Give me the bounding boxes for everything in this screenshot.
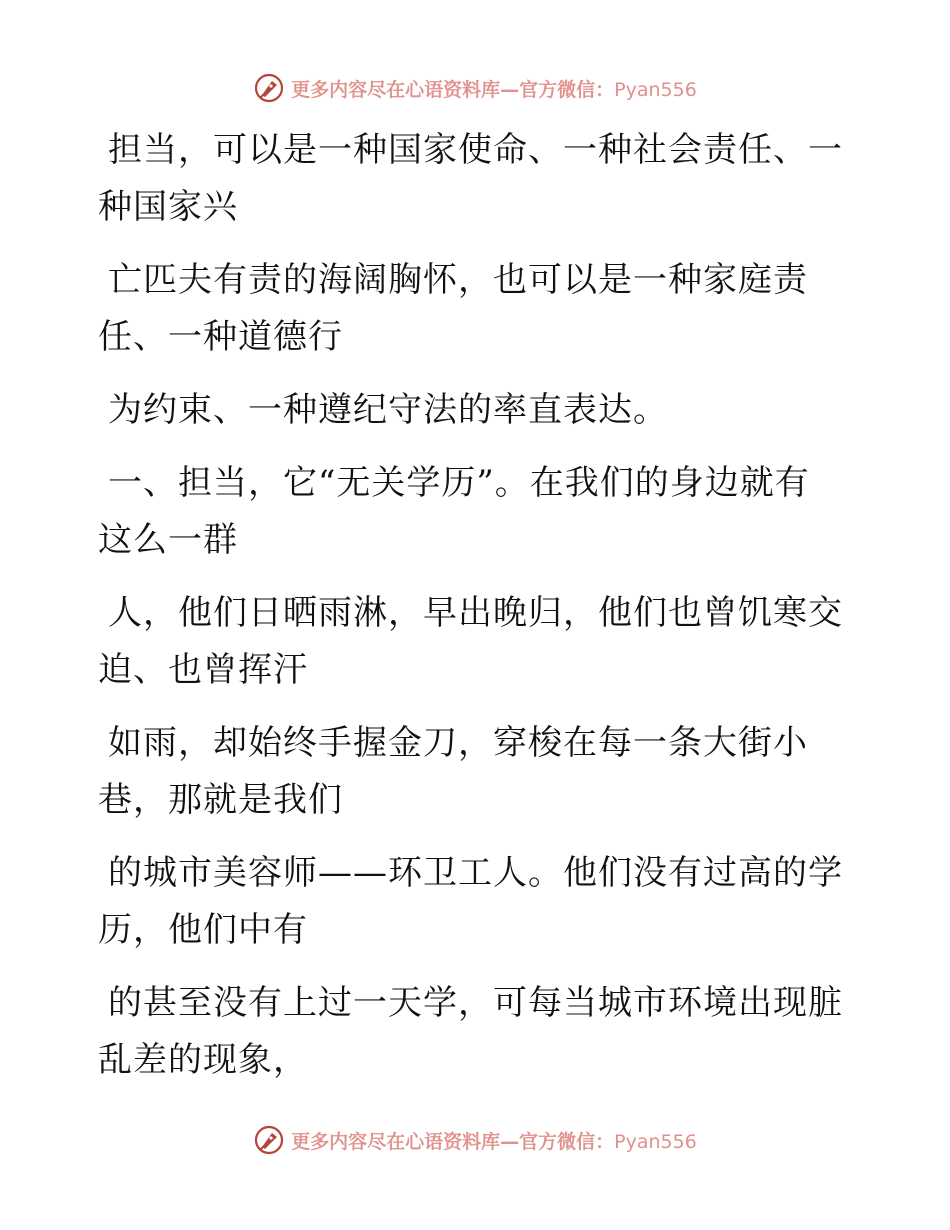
text-line: 为约束、一种遵纪守法的率直表达。 [108, 390, 668, 430]
text-line: 乱差的现象， [98, 1040, 308, 1080]
paragraph [98, 382, 858, 439]
paragraph [98, 845, 858, 959]
paragraph [98, 252, 858, 366]
text-line: 亡匹夫有责的海阔胸怀，也可以是一种家庭责 [108, 260, 808, 300]
text-line: 种国家兴 [98, 187, 238, 227]
paragraph [98, 122, 858, 236]
text-line: 如雨，却始终手握金刀，穿梭在每一条大街小 [108, 723, 808, 763]
text-line: 历，他们中有 [98, 910, 308, 950]
watermark-wechat-id: Pyan556 [614, 78, 697, 101]
watermark-wechat-id: Pyan556 [614, 1130, 697, 1153]
footer-watermark [0, 1124, 950, 1156]
text-line: 的甚至没有上过一天学，可每当城市环境出现脏 [108, 983, 843, 1023]
document-body [98, 122, 858, 1105]
pen-nib-logo-icon [253, 72, 285, 104]
header-watermark [0, 72, 950, 104]
pen-nib-logo-icon [253, 1124, 285, 1156]
paragraph [98, 585, 858, 699]
watermark-text: 更多内容尽在心语资料库—官方微信：Pyan556 [291, 78, 697, 101]
watermark-text: 更多内容尽在心语资料库—官方微信：Pyan556 [291, 1130, 697, 1153]
paragraph [98, 975, 858, 1089]
text-line: 一、担当，它“无关学历”。在我们的身边就有 [108, 463, 810, 503]
paragraph [98, 455, 858, 569]
text-line: 迫、也曾挥汗 [98, 650, 308, 690]
text-line: 担当，可以是一种国家使命、一种社会责任、一 [108, 130, 843, 170]
text-line: 的城市美容师——环卫工人。他们没有过高的学 [108, 853, 843, 893]
text-line: 这么一群 [98, 520, 238, 560]
text-line: 人，他们日晒雨淋，早出晚归，他们也曾饥寒交 [108, 593, 843, 633]
paragraph [98, 715, 858, 829]
text-line: 任、一种道德行 [98, 317, 343, 357]
text-line: 巷，那就是我们 [98, 780, 343, 820]
